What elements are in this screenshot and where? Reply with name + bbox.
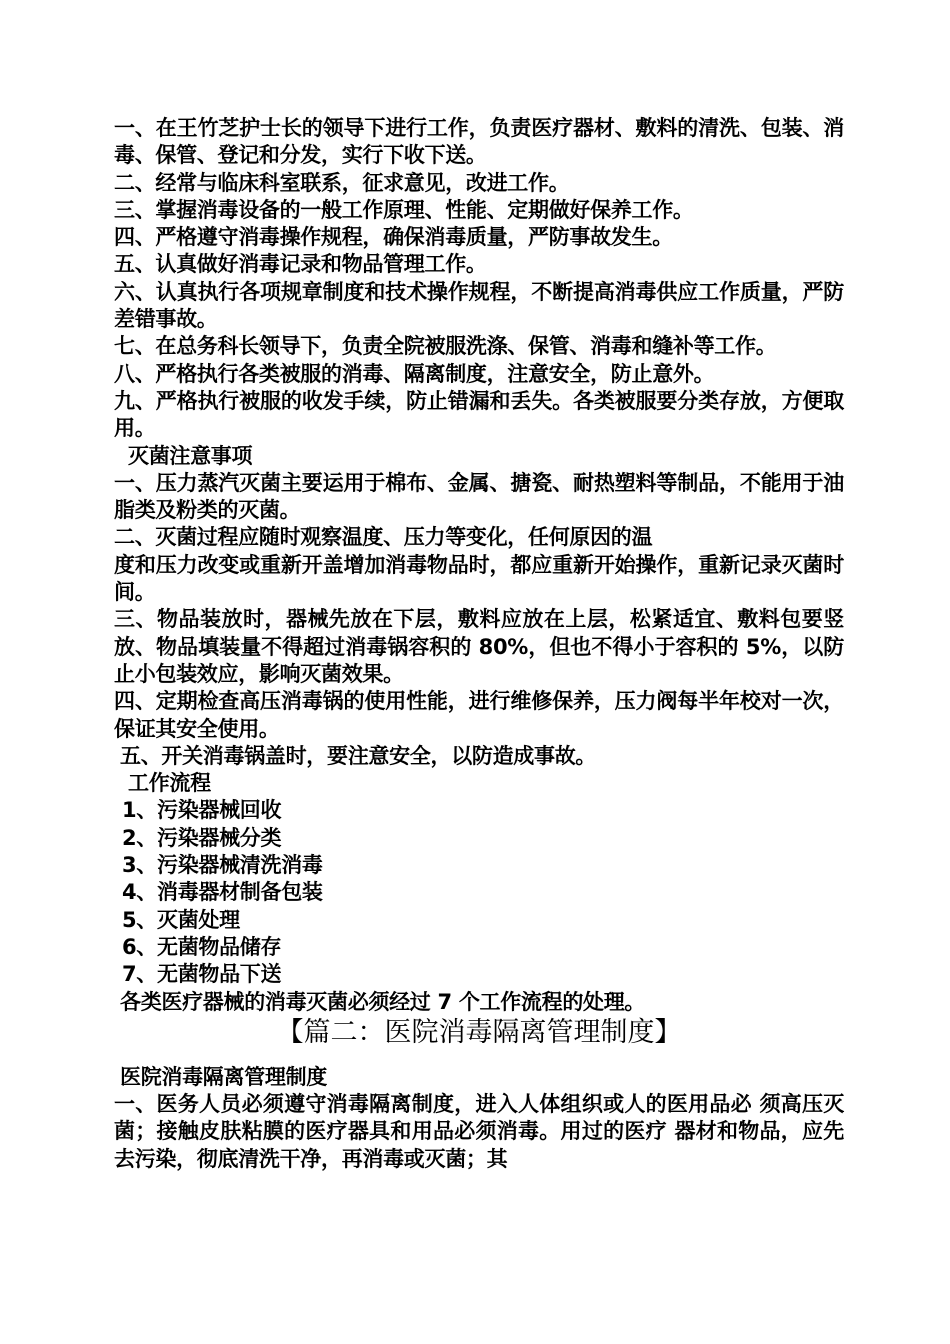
duty-paragraph-7: 七、在总务科长领导下，负责全院被服洗涤、保管、消毒和缝补等工作。 [114,334,777,359]
duty-paragraph-9: 九、严格执行被服的收发手续，防止错漏和丢失。各类被服要分类存放，方便取用。 [114,388,844,441]
duty-paragraph-5: 五、认真做好消毒记录和物品管理工作。 [114,252,487,277]
sterilization-item-1: 一、压力蒸汽灭菌主要运用于棉布、金属、搪瓷、耐热塑料等制品，不能用于油脂类及粉类的灭菌。 [114,470,844,523]
document-body [114,115,844,1173]
duty-paragraph-1: 一、在王竹芝护士长的领导下进行工作，负责医疗器材、敷料的清洗、包装、消毒、保管、登记和分发，实行下收下送。 [114,116,844,168]
sterilization-item-4: 四、定期检查高压消毒锅的使用性能，进行维修保养，压力阀每半年校对一次，保证其安全使用。 [114,689,844,741]
workflow-step-4: 4、消毒器材制备包装 [122,880,323,905]
sterilization-item-2: 二、灭菌过程应随时观察温度、压力等变化，任何原因的温 [114,525,653,550]
duty-paragraph-6: 六、认真执行各项规章制度和技术操作规程，不断提高消毒供应工作质量，严防差错事故。 [114,279,844,332]
workflow-step-6: 6、无菌物品储存 [122,934,282,959]
duty-paragraph-3: 三、掌握消毒设备的一般工作原理、性能、定期做好保养工作。 [114,197,694,222]
duty-paragraph-8: 八、严格执行各类被服的消毒、隔离制度，注意安全，防止意外。 [114,361,715,386]
workflow-title: 工作流程 [128,771,211,796]
workflow-summary: 各类医疗器械的消毒灭菌必须经过 7 个工作流程的处理。 [120,989,646,1014]
workflow-step-3: 3、污染器械清洗消毒 [122,853,323,878]
sterilization-section [114,443,844,771]
duties-section [114,115,844,443]
duty-paragraph-2: 二、经常与临床科室联系，征求意见，改进工作。 [114,170,570,195]
section-two-heading: 【篇二：医院消毒隔离管理制度】 [276,1016,682,1048]
workflow-step-2: 2、污染器械分类 [122,825,282,850]
section-two [114,1016,844,1173]
workflow-section [114,770,844,1016]
workflow-step-7: 7、无菌物品下送 [122,962,282,987]
section-two-title: 医院消毒隔离管理制度 [120,1064,327,1089]
duty-paragraph-4: 四、严格遵守消毒操作规程，确保消毒质量，严防事故发生。 [114,225,673,250]
sterilization-title: 灭菌注意事项 [128,443,253,468]
workflow-step-5: 5、灭菌处理 [122,907,240,932]
sterilization-item-5: 五、开关消毒锅盖时，要注意安全，以防造成事故。 [120,743,597,768]
sterilization-item-2-continued: 度和压力改变或重新开盖增加消毒物品时，都应重新开始操作，重新记录灭菌时间。 [114,552,844,605]
sterilization-item-3: 三、物品装放时，器械先放在下层，敷料应放在上层，松紧适宜、敷料包要竖放、物品填装量不得超过消毒锅容积的 80%，但也不得小于容积的 5%，以防止小包装效应，影响灭菌效果。 [114,607,844,686]
section-two-paragraph: 一、医务人员必须遵守消毒隔离制度，进入人体组织或人的医用品必 须高压灭菌；接触皮肤粘膜的医疗器具和用品必须消毒。用过的医疗 器材和物品，应先去污染，彻底清洗干净，再消毒或灭菌；其 [114,1092,844,1171]
workflow-step-1: 1、污染器械回收 [122,798,282,823]
